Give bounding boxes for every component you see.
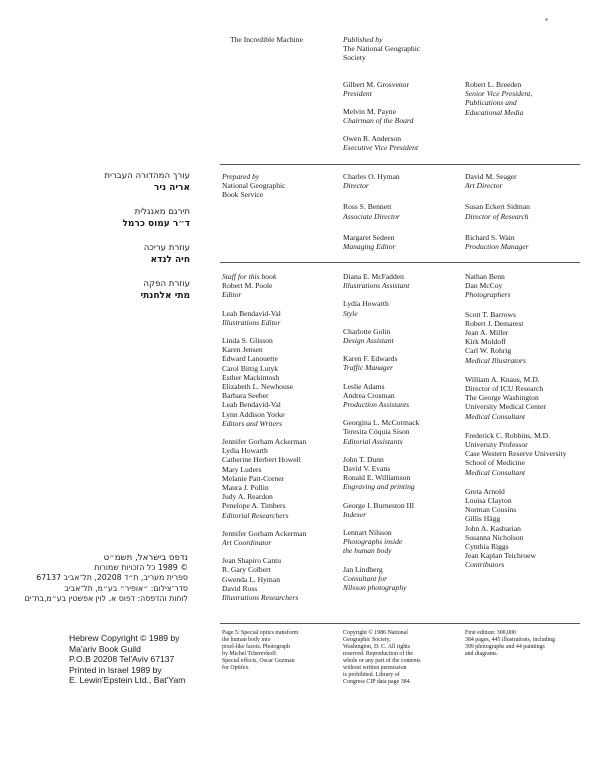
staff-name: R. Gary Colbert <box>222 565 271 575</box>
staff-name: Elizabeth L. Newhouse <box>222 382 294 392</box>
staff-name: Penelope A. Timbers <box>222 501 286 511</box>
officer-title-2: Publications and <box>465 98 517 108</box>
staff-name: Diana E. McFadden <box>343 272 404 281</box>
staff-role: Editor <box>222 290 242 300</box>
hebrew-credit <box>0 207 190 230</box>
staff-name: John A. Kasbarian <box>465 523 521 533</box>
staff-group <box>465 431 567 477</box>
staff-group <box>222 336 306 428</box>
staff-name: Esther Mackintosh <box>222 372 280 382</box>
hebrew-credit-name: ד״ר עמוס כרמל <box>122 219 190 229</box>
book-title: The Incredible Machine <box>230 35 303 44</box>
footnote-line: Copyright © 1986 National <box>343 630 408 636</box>
staff-role: Engraving and printing <box>343 482 415 492</box>
prepared-by-block <box>222 172 285 200</box>
footnote-line: for Optifex. <box>222 665 250 671</box>
staff-role: Medical Illustrators <box>465 355 526 365</box>
staff-role: Medical Consultant <box>465 411 526 421</box>
credit-group <box>343 233 400 251</box>
staff-group <box>343 455 419 492</box>
staff-group <box>343 327 419 345</box>
staff-col-1 <box>222 272 306 611</box>
footnote-line: by Michel Tcherevkoff. <box>222 651 278 657</box>
staff-name: Leah Bendavid-Val <box>222 400 281 410</box>
staff-name: School of Medicine <box>465 458 525 468</box>
staff-role: Photographs inside <box>343 537 403 547</box>
staff-group <box>222 272 306 300</box>
footnote-line: is prohibited. Library of <box>343 672 400 678</box>
publisher-line-2: The National Geographic <box>343 44 421 54</box>
footnote-line: pixel-like facets. Photograph <box>222 644 290 650</box>
officers-left <box>343 80 418 160</box>
staff-group <box>222 556 306 602</box>
english-copyright-line: Ma'ariv Book Guild <box>69 643 141 654</box>
staff-name: Catherine Herbert Howell <box>222 455 301 465</box>
officer-title: President <box>343 89 372 99</box>
staff-name: John T. Dunn <box>343 454 384 464</box>
hebrew-imprint-line: © 1989 כל הזכויות שמורות <box>94 563 188 573</box>
staff-group <box>465 375 567 421</box>
staff-name: Gillis Hägg <box>465 514 501 524</box>
staff-col-2 <box>343 272 419 601</box>
prepared-col-2 <box>343 172 400 263</box>
publisher-line-3: Society <box>343 53 366 63</box>
footnote-line: Page 5: Special optics transform <box>222 630 299 636</box>
staff-role: Nilsson photography <box>343 583 407 593</box>
staff-name: Jean Kaplan Teichroew <box>465 551 537 561</box>
credit-name: Ross S. Bennett <box>343 202 392 212</box>
staff-role: Illustrations Assistant <box>343 281 410 291</box>
hebrew-credit-label: עוזרת הפקה <box>143 279 190 289</box>
english-copyright-line: P.O.B 20208 Tel'Aviv 67137 <box>69 654 175 665</box>
prepared-org-1: National Geographic <box>222 181 286 191</box>
staff-group <box>222 529 306 547</box>
officers-right <box>465 80 532 117</box>
officer-group <box>343 107 418 126</box>
officer-name: Robert L. Breeden <box>465 80 522 89</box>
publisher-line-1: Published by <box>343 35 383 44</box>
staff-name: Robert M. Poole <box>222 281 273 291</box>
staff-group <box>222 309 306 327</box>
hebrew-credit-name: חיה לנדא <box>150 255 190 265</box>
hebrew-credit-label: עוזרת עריכה <box>143 243 190 253</box>
credit-group <box>343 172 400 190</box>
staff-name: Jean A. Miller <box>465 328 509 338</box>
staff-name: Gwenda L. Hyman <box>222 574 280 584</box>
footnote-line: 399 photographs and 44 paintings <box>465 644 545 650</box>
staff-name: David Ross <box>222 583 258 593</box>
staff-name: Charlotte Golin <box>343 326 391 336</box>
staff-name: David V. Evans <box>343 464 391 474</box>
officer-title: Chairman of the Board <box>343 116 414 126</box>
staff-name: Mary Luders <box>222 464 262 474</box>
staff-col-3 <box>465 272 567 580</box>
credit-name: Richard S. Wain <box>465 232 515 242</box>
officer-name: Gilbert M. Grosvenor <box>343 80 410 89</box>
officer-name: Owen R. Anderson <box>343 133 402 143</box>
footnote-line: the human body into <box>222 637 271 643</box>
staff-role: Editorial Assistants <box>343 436 403 446</box>
staff-name: Carol Bittig Lutyk <box>222 363 279 373</box>
staff-name: The George Washington <box>465 393 539 403</box>
footnote-line: 384 pages, 445 illustrations, including <box>465 637 555 643</box>
english-copyright-line: Printed in Israel 1989 by <box>69 664 162 675</box>
english-copyright <box>69 633 185 686</box>
hebrew-imprint-line: סדר־צילום: ״אופיר״ בע״מ, תל־אביב <box>64 583 188 593</box>
footnote-line: Congress CIP data page 384. <box>343 679 412 685</box>
footnote-line: Special effects, Oscar Guzman <box>222 658 295 664</box>
staff-role: Style <box>343 308 358 318</box>
staff-group <box>465 272 567 300</box>
credit-group <box>465 172 530 190</box>
staff-name: Melanie Patt-Corner <box>222 473 285 483</box>
staff-name: Lynn Addison Yorke <box>222 409 285 419</box>
hebrew-imprint <box>0 553 188 604</box>
credit-name: Margaret Sedeen <box>343 232 395 242</box>
hebrew-credits <box>0 171 190 315</box>
corner-dot <box>545 18 548 21</box>
staff-name: Norman Cousins <box>465 505 517 515</box>
credit-group <box>465 202 530 220</box>
staff-group <box>343 272 419 290</box>
staff-group <box>343 418 419 446</box>
staff-name: George I. Burneston III <box>343 500 415 510</box>
officer-group <box>343 134 418 153</box>
publisher-block <box>343 35 420 63</box>
staff-name: Case Western Reserve University <box>465 449 567 459</box>
staff-group <box>343 299 419 317</box>
book-title-block <box>230 35 303 44</box>
credit-title: Associate Director <box>343 211 400 221</box>
hebrew-credit-name: מתי אלחנתי <box>140 291 190 301</box>
staff-group <box>343 528 419 556</box>
staff-name: Jan Lindberg <box>343 564 383 574</box>
credit-name: Susan Eckert Sidman <box>465 202 530 212</box>
officer-name: Melvin M. Payne <box>343 106 396 116</box>
footnote-edition <box>465 630 555 658</box>
footnote-line: Washington, D. C. All rights <box>343 644 411 650</box>
staff-name: Edward Lanouette <box>222 354 278 364</box>
footnote-line: without written permission <box>343 665 407 671</box>
staff-name: Karen Jensen <box>222 345 263 355</box>
staff-name: Andrea Crosman <box>343 390 395 400</box>
staff-name: Jean Shapiro Cantu <box>222 556 282 566</box>
staff-role: Consultant for <box>343 573 388 583</box>
staff-name: Maura J. Pollin <box>222 483 269 493</box>
staff-name: University Medical Center <box>465 402 546 412</box>
staff-role: Production Assistants <box>343 400 410 410</box>
english-copyright-line: Hebrew Copyright © 1989 by <box>69 633 180 643</box>
hebrew-credit <box>0 171 190 194</box>
staff-name: Kirk Moldoff <box>465 337 506 347</box>
staff-name: William A. Knaus, M.D. <box>465 374 540 384</box>
hebrew-imprint-line: ספרית מעריב, ת״ד 20208, תל־אביב 67137 <box>36 573 188 583</box>
staff-name: Judy A. Reardon <box>222 492 273 502</box>
staff-name: Jennifer Gorham Ackerman <box>222 528 307 538</box>
credit-name: Charles O. Hyman <box>343 172 400 181</box>
staff-role: Illustrations Editor <box>222 317 281 327</box>
staff-group <box>343 501 419 519</box>
hebrew-credit-label: תירגם מאנגלית <box>134 207 190 217</box>
staff-name: Leslie Adams <box>343 381 385 391</box>
staff-name: Barbara Seeber <box>222 391 269 401</box>
divider-rule-3 <box>220 623 580 624</box>
staff-name: Susanna Nicholson <box>465 532 524 542</box>
staff-role: Contributors <box>465 560 505 570</box>
officer-title: Executive Vice President <box>343 143 419 153</box>
divider-rule-2 <box>220 262 580 263</box>
credit-name: David M. Seager <box>465 172 517 181</box>
staff-role: Editors and Writers <box>222 418 282 428</box>
staff-group <box>343 354 419 372</box>
staff-name: Georgina L. McCormack <box>343 418 420 428</box>
footnote-line: whole or any part of the contents <box>343 658 421 664</box>
staff-name: Carl W. Rohrig <box>465 346 512 356</box>
officer-title-3: Educational Media <box>465 107 524 117</box>
credit-title: Production Manager <box>465 242 529 252</box>
staff-role: Editorial Researchers <box>222 510 289 520</box>
staff-group <box>465 310 567 365</box>
hebrew-credit-name: אריה ניר <box>153 183 190 193</box>
staff-name: Greta Arnold <box>465 486 505 496</box>
staff-heading: Staff for this book <box>222 272 277 281</box>
officer-group <box>343 80 418 99</box>
english-copyright-line: E. Lewin'Epstein Ltd., Bat'Yam <box>69 675 186 686</box>
staff-name: Robert J. Demarest <box>465 318 524 328</box>
staff-name: Jennifer Gorham Ackerman <box>222 437 307 447</box>
staff-name: Scott T. Barrows <box>465 309 516 319</box>
staff-name: Nathan Benn <box>465 272 505 281</box>
staff-name: Lydia Howarth <box>222 446 268 456</box>
credit-group <box>465 233 530 251</box>
hebrew-imprint-line: נדפס בישראל, תשמ״ט <box>103 553 188 563</box>
staff-name: Karen F. Edwards <box>343 354 398 364</box>
footnote-line: First edition: 300,000 <box>465 630 516 636</box>
staff-name: Linda S. Glisson <box>222 336 273 346</box>
officer-title-1: Senior Vice President, <box>465 89 533 99</box>
credit-group <box>343 202 400 220</box>
footnote-line: reserved. Reproduction of the <box>343 651 414 657</box>
staff-role: Art Coordinator <box>222 538 272 548</box>
staff-name: Teresita Cóquia Sison <box>343 427 410 437</box>
divider-rule-1 <box>220 164 580 165</box>
staff-name: Frederick C. Robbins, M.D. <box>465 430 551 440</box>
staff-name: Lydia Howarth <box>343 299 389 309</box>
footnote-line: Geographic Society, <box>343 637 391 643</box>
staff-group <box>343 565 419 593</box>
hebrew-credit-label: עורך המהדורה העברית <box>104 171 190 181</box>
prepared-org-2: Book Service <box>222 190 264 200</box>
staff-role: Illustrations Researchers <box>222 593 299 603</box>
hebrew-credit <box>0 279 190 302</box>
staff-name: Cynthia Riggs <box>465 542 509 552</box>
footnote-copyright <box>343 630 421 686</box>
staff-name: Director of ICU Research <box>465 384 544 394</box>
staff-name: Louisa Clayton <box>465 496 512 506</box>
footnote-photo-credit <box>222 630 298 672</box>
staff-role: Design Assistant <box>343 336 394 346</box>
staff-group <box>222 437 306 520</box>
hebrew-credit <box>0 243 190 266</box>
prepared-label: Prepared by <box>222 172 260 181</box>
credit-title: Director <box>343 181 369 191</box>
prepared-col-3 <box>465 172 530 263</box>
staff-role: Indexer <box>343 509 367 519</box>
staff-name: Ronald E. Williamson <box>343 473 411 483</box>
staff-group <box>343 382 419 410</box>
staff-role: Photographers <box>465 290 511 300</box>
staff-name: Dan McCoy <box>465 281 503 291</box>
staff-role: Medical Consultant <box>465 467 526 477</box>
footnote-line: and diagrams. <box>465 651 499 657</box>
staff-name: Leah Bendavid-Val <box>222 308 281 318</box>
credit-title: Managing Editor <box>343 242 396 252</box>
staff-group <box>465 487 567 570</box>
staff-role: Traffic Manager <box>343 363 393 373</box>
staff-name: University Professor <box>465 440 528 450</box>
credit-title: Art Director <box>465 181 503 191</box>
staff-name: Lennart Nilsson <box>343 528 392 538</box>
hebrew-imprint-line: לוחות והדפסה: דפוס א. לוין אפשטין בע״מ,בת־ים <box>24 593 188 603</box>
staff-role: the human body <box>343 546 392 556</box>
credit-title: Director of Research <box>465 211 529 221</box>
